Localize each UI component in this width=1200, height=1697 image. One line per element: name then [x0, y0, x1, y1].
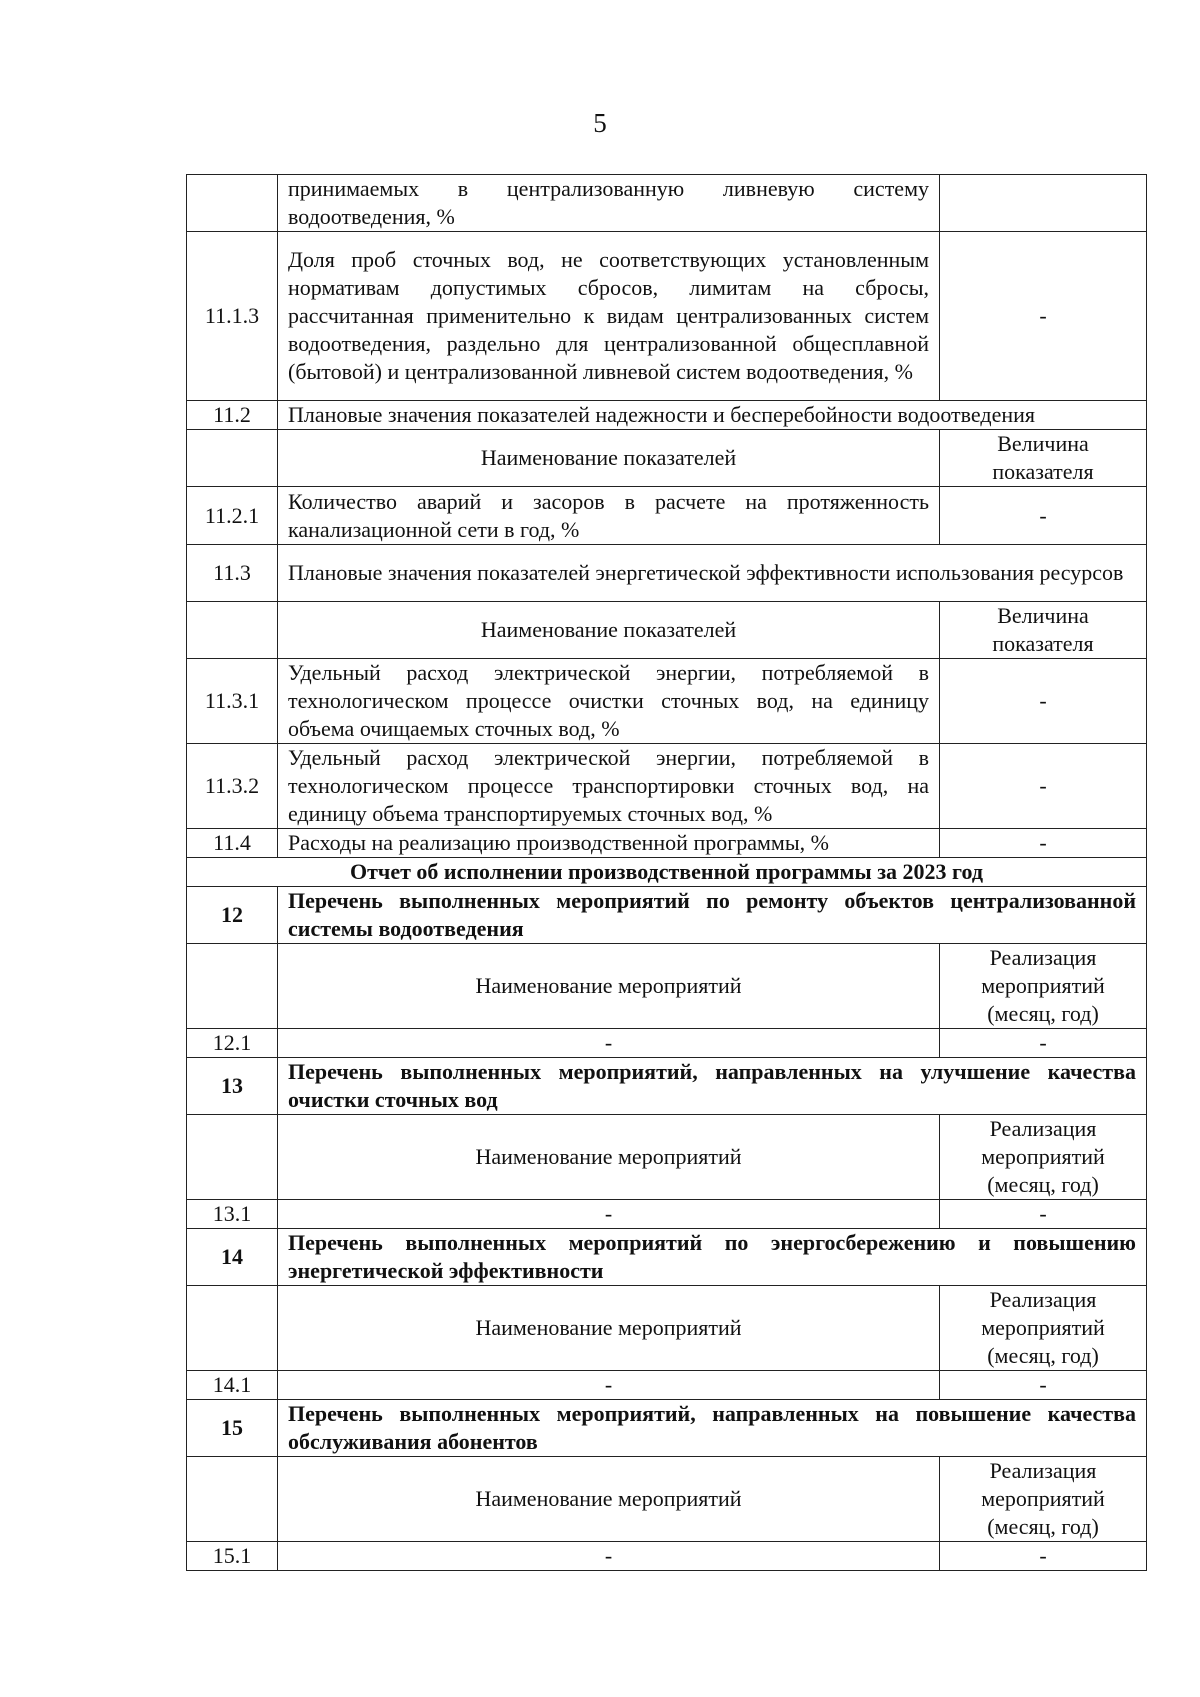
row-number: 11.4: [187, 829, 278, 858]
column-header-value: Реализация мероприятий (месяц, год): [940, 1286, 1147, 1371]
row-value: -: [940, 1200, 1147, 1229]
row-value: -: [940, 1029, 1147, 1058]
row-text: -: [278, 1371, 940, 1400]
row-value: -: [940, 829, 1147, 858]
column-header-name: Наименование показателей: [278, 602, 940, 659]
row-number: 11.2: [187, 401, 278, 430]
table-row: [187, 1542, 1147, 1571]
row-number: [187, 1457, 278, 1542]
section-heading: Отчет об исполнении производственной программы за 2023 год: [187, 858, 1147, 887]
page-number: 5: [593, 108, 607, 138]
row-number: [187, 944, 278, 1029]
row-number: 14.1: [187, 1371, 278, 1400]
row-text: Удельный расход электрической энергии, потребляемой в технологическом процессе очистки сточных вод, на единицу объема очищаемых сточных вод, %: [278, 659, 940, 744]
row-number: [187, 602, 278, 659]
row-value: -: [940, 659, 1147, 744]
row-text: Доля проб сточных вод, не соответствующих установленным нормативам допустимых сбросов, лимитам на сбросы, рассчитанная применительно к видам централизованных систем водоотведения, раздельно для централизованной общесплавной (бытовой) и централизованной ливневой систем водоотведения, %: [278, 232, 940, 401]
indicators-table: [186, 174, 1147, 1571]
row-number: 11.3: [187, 545, 278, 602]
row-number: 14: [187, 1229, 278, 1286]
row-number: 13.1: [187, 1200, 278, 1229]
row-number: 12.1: [187, 1029, 278, 1058]
row-number: 15: [187, 1400, 278, 1457]
row-text: -: [278, 1029, 940, 1058]
row-text: Плановые значения показателей надежности и бесперебойности водоотведения: [278, 401, 1147, 430]
table-row: [187, 1457, 1147, 1542]
column-header-value: Величина показателя: [940, 430, 1147, 487]
column-header-name: Наименование показателей: [278, 430, 940, 487]
table-row: [187, 1400, 1147, 1457]
row-value: -: [940, 744, 1147, 829]
row-text: Перечень выполненных мероприятий, направленных на улучшение качества очистки сточных вод: [278, 1058, 1147, 1115]
table-row: [187, 1371, 1147, 1400]
column-header-name: Наименование мероприятий: [278, 944, 940, 1029]
table-row: [187, 858, 1147, 887]
table-row: [187, 659, 1147, 744]
row-value: [940, 175, 1147, 232]
column-header-name: Наименование мероприятий: [278, 1115, 940, 1200]
row-number: [187, 1115, 278, 1200]
row-number: 11.3.1: [187, 659, 278, 744]
row-text: Удельный расход электрической энергии, потребляемой в технологическом процессе транспортировки сточных вод, на единицу объема транспортируемых сточных вод, %: [278, 744, 940, 829]
table-row: [187, 487, 1147, 545]
table-row: [187, 232, 1147, 401]
row-text: Количество аварий и засоров в расчете на протяженность канализационной сети в год, %: [278, 487, 940, 545]
row-text: Расходы на реализацию производственной программы, %: [278, 829, 940, 858]
table-row: [187, 602, 1147, 659]
table-row: [187, 175, 1147, 232]
table-row: [187, 744, 1147, 829]
table-row: [187, 1115, 1147, 1200]
column-header-name: Наименование мероприятий: [278, 1457, 940, 1542]
row-text: Перечень выполненных мероприятий по ремонту объектов централизованной системы водоотведения: [278, 887, 1147, 944]
row-text: Перечень выполненных мероприятий по энергосбережению и повышению энергетической эффективности: [278, 1229, 1147, 1286]
row-text: -: [278, 1200, 940, 1229]
table-row: [187, 401, 1147, 430]
row-value: -: [940, 232, 1147, 401]
table-row: [187, 887, 1147, 944]
table-row: [187, 545, 1147, 602]
row-number: [187, 430, 278, 487]
table-row: [187, 1058, 1147, 1115]
row-number: 11.1.3: [187, 232, 278, 401]
row-number: 11.3.2: [187, 744, 278, 829]
table-row: [187, 430, 1147, 487]
column-header-value: Величина показателя: [940, 602, 1147, 659]
row-text: принимаемых в централизованную ливневую систему водоотведения, %: [278, 175, 940, 232]
table-row: [187, 1229, 1147, 1286]
row-text: Перечень выполненных мероприятий, направленных на повышение качества обслуживания абонентов: [278, 1400, 1147, 1457]
row-number: 15.1: [187, 1542, 278, 1571]
row-text: -: [278, 1542, 940, 1571]
row-value: -: [940, 1371, 1147, 1400]
row-number: [187, 1286, 278, 1371]
column-header-value: Реализация мероприятий (месяц, год): [940, 944, 1147, 1029]
table-row: [187, 1029, 1147, 1058]
table-row: [187, 1200, 1147, 1229]
column-header-value: Реализация мероприятий (месяц, год): [940, 1457, 1147, 1542]
table-row: [187, 829, 1147, 858]
row-number: 13: [187, 1058, 278, 1115]
row-number: [187, 175, 278, 232]
column-header-value: Реализация мероприятий (месяц, год): [940, 1115, 1147, 1200]
row-number: 12: [187, 887, 278, 944]
row-value: -: [940, 487, 1147, 545]
row-number: 11.2.1: [187, 487, 278, 545]
row-text: Плановые значения показателей энергетической эффективности использования ресурсов: [278, 545, 1147, 602]
column-header-name: Наименование мероприятий: [278, 1286, 940, 1371]
table-row: [187, 944, 1147, 1029]
table-row: [187, 1286, 1147, 1371]
row-value: -: [940, 1542, 1147, 1571]
